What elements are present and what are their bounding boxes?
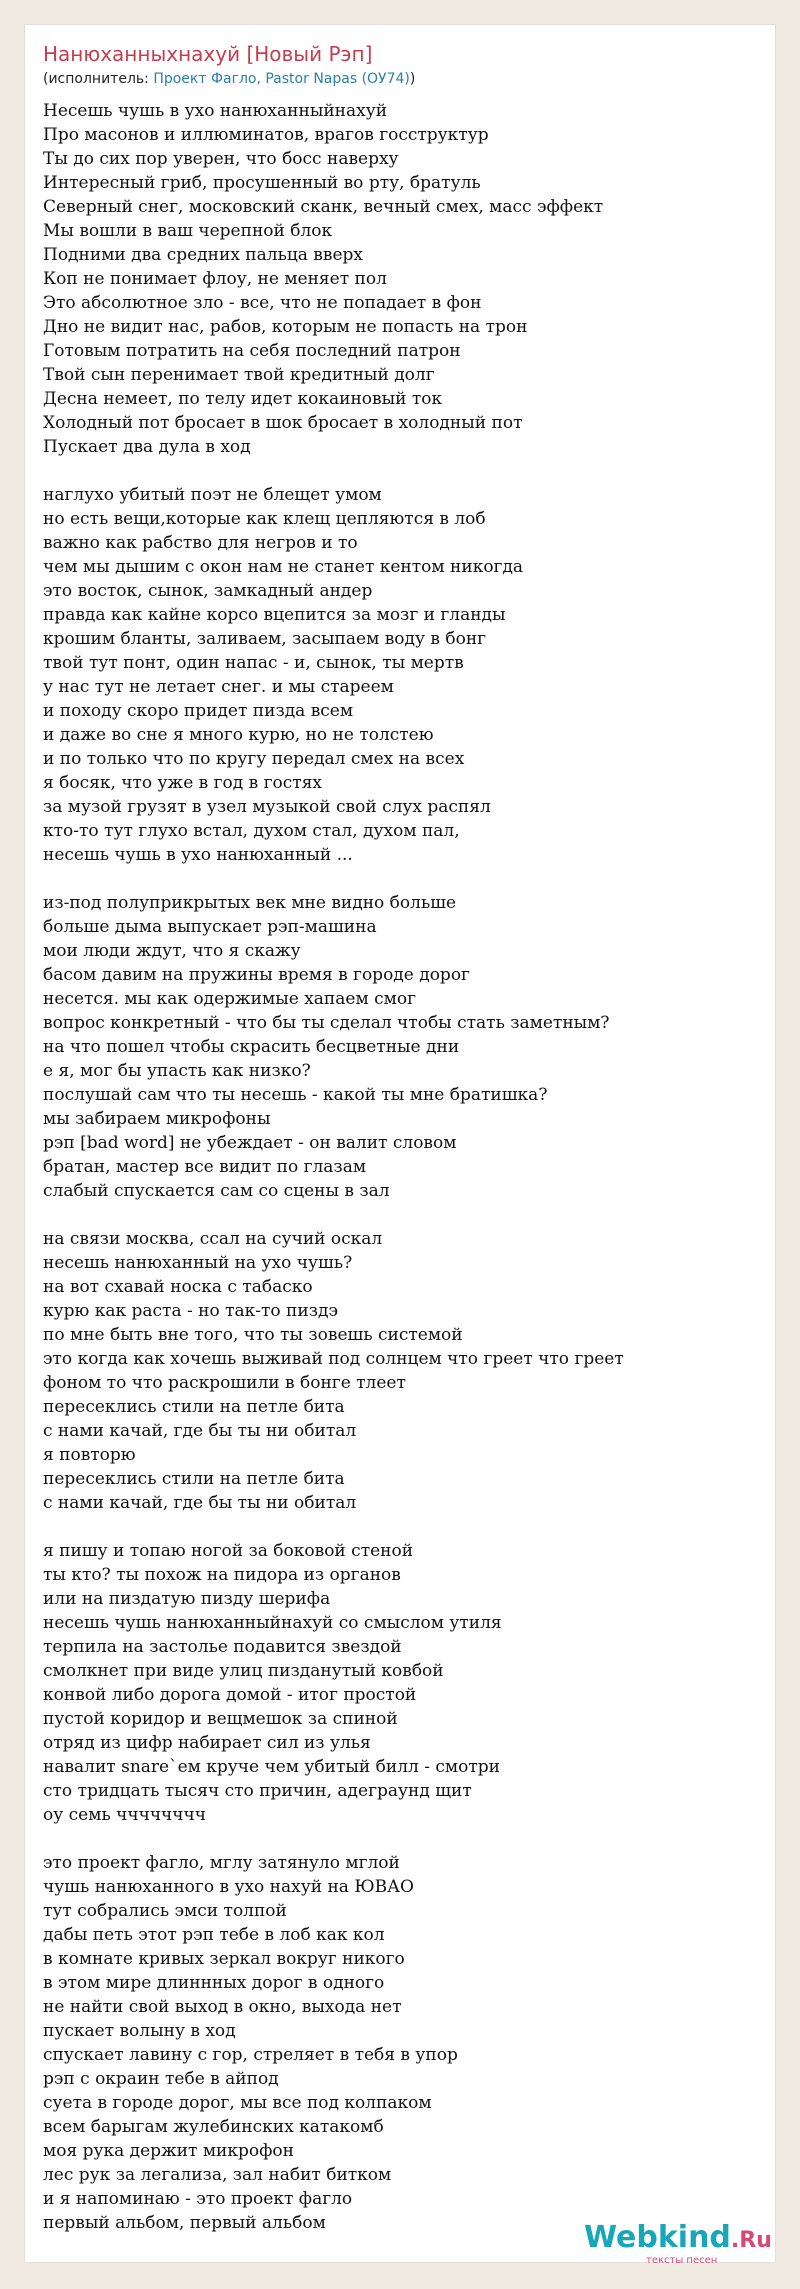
lyrics-line: фоном то что раскрошили в бонге тлеет <box>43 1373 406 1393</box>
lyrics-line: Ты до сих пор уверен, что босс наверху <box>43 149 399 169</box>
lyrics-line: братан, мастер все видит по глазам <box>43 1157 367 1177</box>
lyrics-line: в комнате кривых зеркал вокруг никого <box>43 1949 405 1969</box>
lyrics-line: Северный снег, московский сканк, вечный смех, масс эффект <box>43 197 604 217</box>
lyrics-line: Это абсолютное зло - все, что не попадает в фон <box>43 293 482 313</box>
lyrics-line: по мне быть вне того, что ты зовешь системой <box>43 1325 463 1345</box>
lyrics-line: я пишу и топаю ногой за боковой стеной <box>43 1541 414 1561</box>
performer-prefix: (исполнитель: <box>43 71 154 87</box>
lyrics-line: Мы вошли в ваш черепной блок <box>43 221 333 241</box>
lyrics-line: сто тридцать тысяч сто причин, адеграунд щит <box>43 1781 472 1801</box>
logo-name: Webkind <box>584 2220 731 2255</box>
lyrics-line: крошим бланты, заливаем, засыпаем воду в бонг <box>43 629 487 649</box>
lyrics-line: у нас тут не летает снег. и мы стареем <box>43 677 394 697</box>
lyrics-line: больше дыма выпускает рэп-машина <box>43 917 377 937</box>
lyrics-line: Дно не видит нас, рабов, которым не попасть на трон <box>43 317 528 337</box>
lyrics-line: с нами качай, где бы ты ни обитал <box>43 1421 357 1441</box>
lyrics-line: я босяк, что уже в год в гостях <box>43 773 323 793</box>
lyrics-line: не найти свой выход в окно, выхода нет <box>43 1997 402 2017</box>
lyrics-line: на что пошел чтобы скрасить бесцветные дни <box>43 1037 460 1057</box>
lyrics-line: важно как рабство для негров и то <box>43 533 358 553</box>
lyrics-line: но есть вещи,которые как клещ цепляются в лоб <box>43 509 486 529</box>
lyrics-line: в этом мире длиннных дорог в одного <box>43 1973 385 1993</box>
lyrics-line: мои люди ждут, что я скажу <box>43 941 301 961</box>
lyrics-line: е я, мог бы упасть как низко? <box>43 1061 311 1081</box>
lyrics-line: несешь нанюханный на ухо чушь? <box>43 1253 353 1273</box>
lyrics-line: Твой сын перенимает твой кредитный долг <box>43 365 435 385</box>
lyrics-line: Пускает два дула в ход <box>43 437 251 457</box>
lyrics-line: с нами качай, где бы ты ни обитал <box>43 1493 357 1513</box>
lyrics-line: оу семь чччччччч <box>43 1805 207 1825</box>
lyrics-line: тут собрались эмси толпой <box>43 1901 287 1921</box>
lyrics-line: всем барыгам жулебинских катакомб <box>43 2117 384 2137</box>
lyrics-line: я повторю <box>43 1445 136 1465</box>
lyrics-stanza <box>43 1851 763 2235</box>
lyrics-card <box>24 24 776 2263</box>
lyrics-line: это проект фагло, мглу затянуло мглой <box>43 1853 400 1873</box>
lyrics-line: навалит snare`ем круче чем убитый билл - смотри <box>43 1757 500 1777</box>
lyrics-line: Десна немеет, по телу идет кокаиновый ток <box>43 389 443 409</box>
lyrics-line: пересеклись стили на петле бита <box>43 1469 345 1489</box>
lyrics-line: и даже во сне я много курю, но не толстею <box>43 725 434 745</box>
lyrics-line: Коп не понимает флоу, не меняет пол <box>43 269 387 289</box>
lyrics-line: или на пиздатую пизду шерифа <box>43 1589 331 1609</box>
lyrics-stanza <box>43 99 763 459</box>
lyrics-line: Готовым потратить на себя последний патрон <box>43 341 461 361</box>
lyrics-line: за музой грузят в узел музыкой свой слух распял <box>43 797 491 817</box>
lyrics-line: ты кто? ты похож на пидора из органов <box>43 1565 401 1585</box>
lyrics-line: Несешь чушь в ухо нанюханныйнахуй <box>43 101 388 121</box>
lyrics-line: и по только что по кругу передал смех на всех <box>43 749 465 769</box>
performer-line <box>43 69 415 89</box>
lyrics-line: спускает лавину с гор, стреляет в тебя в упор <box>43 2045 458 2065</box>
logo-tagline: тексты песен <box>646 2255 718 2266</box>
lyrics-line: из-под полуприкрытых век мне видно больше <box>43 893 457 913</box>
lyrics-line: моя рука держит микрофон <box>43 2141 294 2161</box>
lyrics-line: это восток, сынок, замкадный андер <box>43 581 373 601</box>
lyrics-line: курю как раста - но так-то пиздэ <box>43 1301 338 1321</box>
lyrics-line: пускает волыну в ход <box>43 2021 236 2041</box>
lyrics-line: конвой либо дорога домой - итог простой <box>43 1685 417 1705</box>
lyrics-line: рэп с окраин тебе в айпод <box>43 2069 279 2089</box>
lyrics-line: вопрос конкретный - что бы ты сделал чтобы стать заметным? <box>43 1013 610 1033</box>
lyrics-line: мы забираем микрофоны <box>43 1109 271 1129</box>
lyrics-line: басом давим на пружины время в городе дорог <box>43 965 470 985</box>
lyrics-line: чушь нанюханного в ухо нахуй на ЮВАО <box>43 1877 414 1897</box>
lyrics-line: твой тут понт, один напас - и, сынок, ты мертв <box>43 653 464 673</box>
lyrics-line: дабы петь этот рэп тебе в лоб как кол <box>43 1925 385 1945</box>
lyrics-line: на вот схавай носка с табаско <box>43 1277 313 1297</box>
lyrics-line: кто-то тут глухо встал, духом стал, духом пал, <box>43 821 460 841</box>
lyrics-line: слабый спускается сам со сцены в зал <box>43 1181 390 1201</box>
page-title: Нанюханныхнахуй [Новый Рэп] <box>43 42 373 66</box>
webkind-logo[interactable] <box>584 2221 774 2267</box>
lyrics-line: чем мы дышим с окон нам не станет кентом никогда <box>43 557 524 577</box>
lyrics-line: на связи москва, ссал на сучий оскал <box>43 1229 383 1249</box>
lyrics-stanza <box>43 1227 763 1515</box>
performer-suffix: ) <box>409 71 416 87</box>
lyrics-line: лес рук за легализа, зал набит битком <box>43 2165 392 2185</box>
lyrics-line: суета в городе дорог, мы все под колпаком <box>43 2093 432 2113</box>
lyrics-line: Про масонов и иллюминатов, врагов госструктур <box>43 125 489 145</box>
lyrics-line: наглухо убитый поэт не блещет умом <box>43 485 382 505</box>
lyrics-line: Интересный гриб, просушенный во рту, братуль <box>43 173 481 193</box>
artist-link[interactable]: Проект Фагло, Pastor Napas (ОУ74) <box>153 71 410 87</box>
lyrics-stanza <box>43 891 763 1203</box>
lyrics-line: и походу скоро придет пизда всем <box>43 701 354 721</box>
lyrics-stanza <box>43 1539 763 1827</box>
lyrics-line: это когда как хочешь выживай под солнцем что греет что греет <box>43 1349 624 1369</box>
lyrics-line: несешь чушь в ухо нанюханный ... <box>43 845 353 865</box>
lyrics-line: рэп [bad word] не убеждает - он валит словом <box>43 1133 457 1153</box>
lyrics-stanza <box>43 483 763 867</box>
lyrics-line: и я напоминаю - это проект фагло <box>43 2189 353 2209</box>
lyrics-line: несешь чушь нанюханныйнахуй со смыслом утиля <box>43 1613 502 1633</box>
lyrics-line: отряд из цифр набирает сил из улья <box>43 1733 371 1753</box>
lyrics-line: несется. мы как одержимые хапаем смог <box>43 989 416 1009</box>
lyrics-line: Подними два средних пальца вверх <box>43 245 363 265</box>
lyrics-line: терпила на застолье подавится звездой <box>43 1637 402 1657</box>
lyrics-line: правда как кайне корсо вцепится за мозг и гланды <box>43 605 506 625</box>
lyrics-line: первый альбом, первый альбом <box>43 2213 326 2233</box>
lyrics-body <box>43 99 763 2259</box>
logo-tld: .Ru <box>730 2228 772 2253</box>
lyrics-line: пустой коридор и вещмешок за спиной <box>43 1709 398 1729</box>
lyrics-line: Холодный пот бросает в шок бросает в холодный пот <box>43 413 523 433</box>
lyrics-line: послушай сам что ты несешь - какой ты мне братишка? <box>43 1085 548 1105</box>
lyrics-line: пересеклись стили на петле бита <box>43 1397 345 1417</box>
lyrics-line: смолкнет при виде улиц пизданутый ковбой <box>43 1661 444 1681</box>
